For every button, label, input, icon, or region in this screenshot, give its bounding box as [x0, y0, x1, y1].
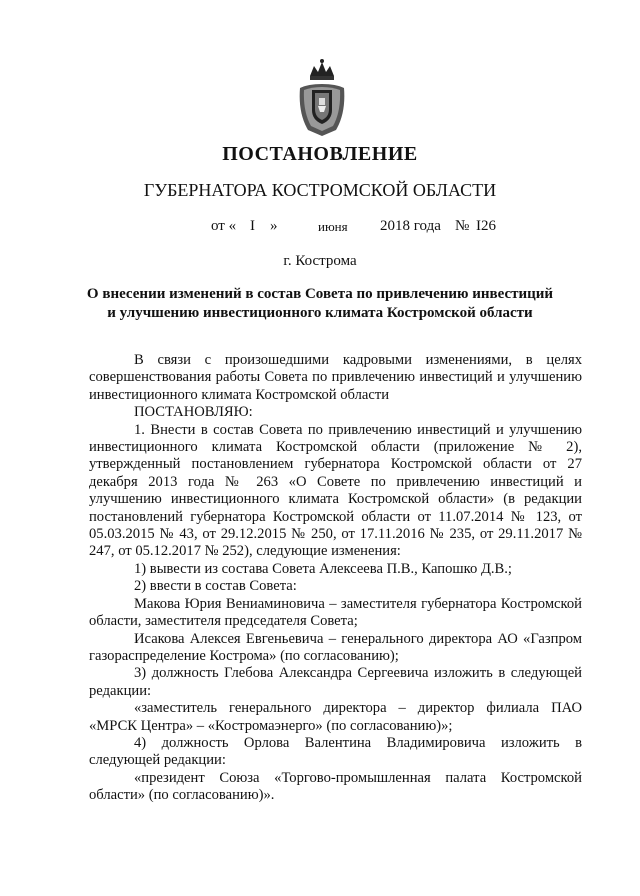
paragraph-resolve: ПОСТАНОВЛЯЮ:: [134, 404, 253, 421]
paragraph-member-isakov: Исакова Алексея Евгеньевича – генерального директора АО «Газпром газораспределение Кострома» (по согласованию);: [89, 630, 582, 664]
number-sign: №: [455, 218, 470, 234]
date-year: 2018 года: [380, 218, 441, 234]
coat-of-arms-icon: [296, 58, 348, 138]
paragraph-position-glebov: «заместитель генерального директора – директор филиала ПАО «МРСК Центра» – «Костромаэнерго» (по согласованию)»;: [89, 700, 582, 734]
date-day: I: [250, 218, 255, 234]
document-body: [89, 352, 582, 805]
date-close: »: [270, 218, 278, 234]
date-prefix: от «: [211, 218, 237, 234]
paragraph-preamble: В связи с произошедшими кадровыми изменениями, в целях совершенствования работы Совета по привлечению инвестиций и улучшению инвестиционного климата Костромской области: [89, 352, 582, 403]
paragraph-subitem-4: 4) должность Орлова Валентина Владимировича изложить в следующей редакции:: [89, 734, 582, 769]
paragraph-item-1: 1. Внести в состав Совета по привлечению инвестиций и улучшению инвестиционного климата Костромской области (приложение № 2), утвержденный постановлением губернатора Костромской области от 27 декабря 2013 года № 263 «О Совете по привлечению инвестиций и улучшению инвестиционного климата Костромской области» (в редакции постановлений губернатора Костромской области от 11.07.2014 № 123, от 05.03.2015 № 43, от 29.12.2015 № 250, от 17.11.2016 № 235, от 29.11.2017 № 247, от 05.12.2017 № 252), следующие изменения:: [89, 421, 582, 560]
document-subtitle: ГУБЕРНАТОРА КОСТРОМСКОЙ ОБЛАСТИ: [143, 180, 497, 200]
paragraph-subitem-3: 3) должность Глебова Александра Сергеевича изложить в следующей редакции:: [89, 665, 582, 699]
document-subject: [60, 285, 580, 323]
subject-line-1: О внесении изменений в состав Совета по привлечению инвестиций: [86, 286, 554, 302]
paragraph-member-makov: Макова Юрия Вениаминовича – заместителя губернатора Костромской области, заместителя председателя Совета;: [89, 595, 582, 630]
document-title: ПОСТАНОВЛЕНИЕ: [222, 143, 418, 165]
date-month: июня: [318, 219, 348, 234]
paragraph-position-orlov: «президент Союза «Торгово-промышленная палата Костромской области» (по согласованию)».: [89, 769, 582, 804]
paragraph-subitem-1: 1) вывести из состава Совета Алексеева П.В., Капошко Д.В.;: [134, 560, 512, 577]
city-name: г. Кострома: [283, 253, 357, 269]
subject-line-2: и улучшению инвестиционного климата Костромской области: [107, 305, 533, 321]
paragraph-subitem-2: 2) ввести в состав Совета:: [134, 578, 297, 595]
document-number: I26: [476, 218, 496, 234]
